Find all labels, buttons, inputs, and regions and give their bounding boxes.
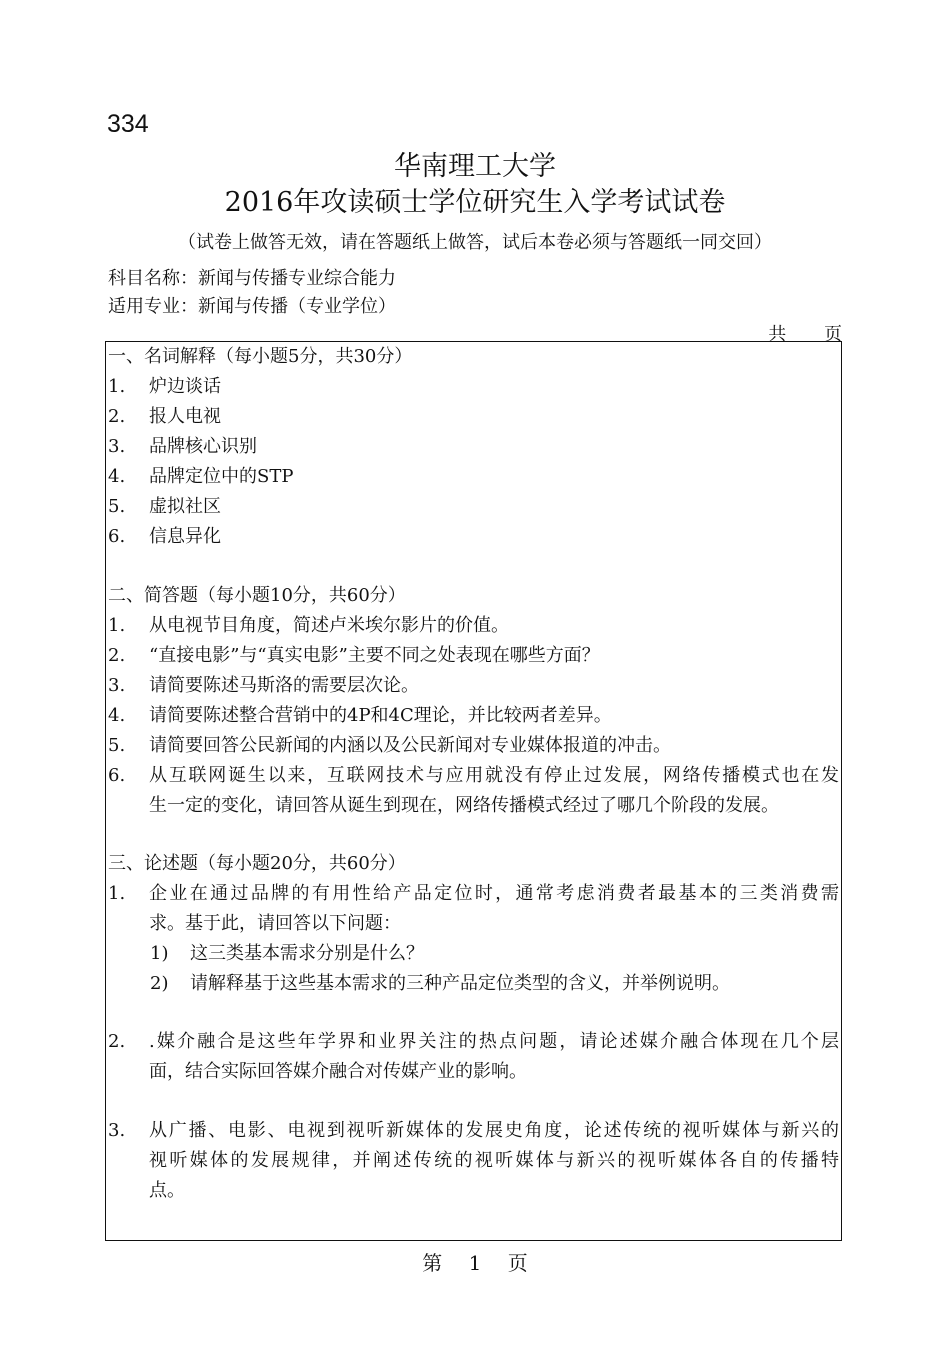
- university-name: 华南理工大学: [394, 151, 556, 182]
- question-box: 一、名词解释（每小题5分，共30分） 1. 炉边谈话 2. 报人电视 3. 品牌核心识别 4. 品牌定位中的STP 5. 虚拟社区 6. 信息异化 二、简答题（每小题10分，共60分） 1. 从电视节目角度，简述卢米埃尔影片的价值。 2. “直接电影”与“真实电影”主要不同之处表现在哪些方面？ 3. 请简要陈述马斯洛的需要层次论。 4. 请简要陈述整合营销中的4P和4C理论，并比较两者差异。 5. 请简要回答公民新闻的内涵以及公民新闻对专业媒体报道的冲击。 6. 从互联网诞生以来，互联网技术与应用就没有停止过发展，网络传播模式也在发 生一定的变化，请回答从诞生到现在，网络传播模式经过了哪几个阶段的发展。 三、论述题（每小题20分，共60分） 1. 企业在通过品牌的有用性给产品定位时，通常考虑消费者最基本的三类消费需 求。基于此，请回答以下问题： 1) 这三类基本需求分别是什么？ 2) 请解释基于这些基本需求的三种产品定位类型的含义，并举例说明。 2. .媒介融合是这些年学界和业界关注的热点问题，请论述媒介融合体现在几个层 面，结合实际回答媒介融合对传媒产业的影响。 3. 从广播、电影、电视到视听新媒体的发展史角度，论述传统的视听媒体与新兴的 视听媒体的发展规律，并阐述传统的视听媒体与新兴的视听媒体各自的传播特 点。: [105, 341, 842, 1241]
- applicable-major: 适用专业：新闻与传播（专业学位）: [108, 296, 396, 317]
- page-number: 第 1 页: [422, 1251, 528, 1275]
- exam-title: 2016年攻读硕士学位研究生入学考试试卷: [224, 187, 726, 218]
- subject-name: 科目名称：新闻与传播专业综合能力: [108, 268, 396, 289]
- exam-note: （试卷上做答无效，请在答题纸上做答，试后本卷必须与答题纸一同交回）: [178, 232, 772, 253]
- section-1-title: 一、名词解释（每小题5分，共30分）: [108, 346, 413, 367]
- exam-code: 334: [107, 110, 149, 138]
- section-2-title: 二、简答题（每小题10分，共60分）: [108, 585, 406, 606]
- section-3-title: 三、论述题（每小题20分，共60分）: [108, 853, 406, 874]
- total-pages: 共 页: [768, 324, 842, 345]
